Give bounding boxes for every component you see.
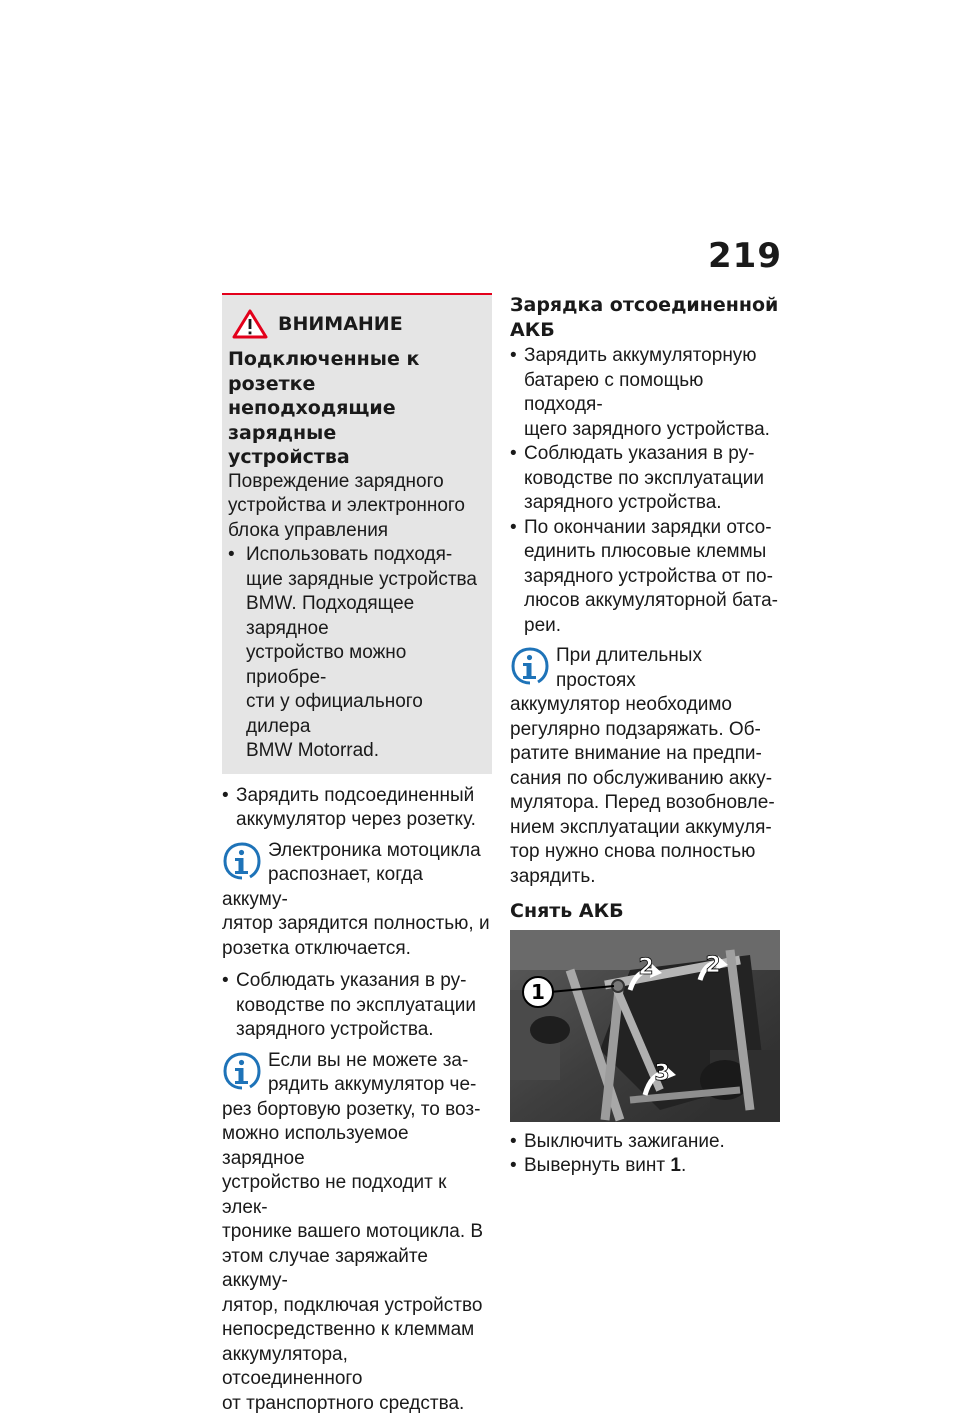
- text-line: Если вы не можете за-: [268, 1049, 469, 1071]
- info-icon: [222, 1051, 262, 1097]
- right-column: [510, 293, 780, 1179]
- warning-heading-line: устройства: [228, 446, 350, 468]
- info-note-1: [222, 839, 492, 962]
- warning-heading-line: Подключенные к розетке: [228, 348, 420, 395]
- text-line: • По окончании зарядки отсо-: [524, 516, 772, 538]
- warning-title: ВНИМАНИЕ: [278, 312, 403, 335]
- text-span: .: [680, 1155, 687, 1176]
- text-line: АКБ: [510, 318, 555, 341]
- warning-header: [228, 309, 484, 339]
- text-line: Зарядка отсоединенной: [510, 294, 779, 316]
- text-line: непосредственно к клеммам: [222, 1319, 475, 1340]
- text-line: зарядного устройства.: [236, 1019, 434, 1040]
- text-line: BMW Motorrad.: [246, 740, 380, 761]
- text-line: этом случае заряжайте аккуму-: [222, 1245, 428, 1291]
- list-item: [510, 344, 780, 442]
- text-line: единить плюсовые клеммы: [524, 541, 767, 562]
- text-line: ководстве по эксплуатации: [236, 994, 476, 1016]
- warning-triangle-icon: [232, 309, 268, 339]
- info-icon: [222, 841, 262, 887]
- warning-description-line: блока управления: [228, 519, 389, 541]
- text-line: щего зарядного устройства.: [524, 418, 770, 440]
- text-line: лятор, подключая устройство: [222, 1294, 483, 1316]
- warning-heading-line: неподходящие зарядные: [228, 397, 396, 444]
- text-line: реи.: [524, 614, 562, 636]
- text-line: рез бортовую розетку, то воз-: [222, 1098, 481, 1120]
- text-line: Электроника мотоцикла: [268, 839, 481, 861]
- text-line: от транспортного средства.: [222, 1392, 465, 1414]
- text-line: аккумулятор необходимо: [510, 694, 732, 715]
- text-line: зарядного устройства.: [524, 492, 722, 513]
- text-line: сти у официального дилера: [246, 691, 423, 737]
- info-note-3: [510, 644, 780, 889]
- text-line: тронике вашего мотоцикла. В: [222, 1221, 484, 1242]
- text-line: • Использовать подходя-: [246, 544, 453, 565]
- page-number: 219: [708, 236, 782, 276]
- list-item: [510, 1154, 780, 1179]
- warning-bullet: [228, 543, 484, 764]
- text-line: аккумулятор через розетку.: [236, 809, 476, 830]
- warning-bullets: [228, 543, 484, 764]
- text-line: щие зарядные устройства: [246, 568, 477, 590]
- left-bullets-1: [222, 784, 492, 833]
- text-line: устройство не подходит к элек-: [222, 1172, 447, 1218]
- text-line: При длительных простоях: [556, 645, 702, 691]
- text-line: рядить аккумулятор че-: [268, 1074, 477, 1095]
- warning-heading: [228, 347, 484, 470]
- info-note-2: [222, 1049, 492, 1417]
- text-span: Вывернуть винт: [524, 1155, 671, 1176]
- left-bullets-2: [222, 969, 492, 1043]
- text-line: нием эксплуатации аккумуля-: [510, 816, 772, 838]
- section-title-charging: [510, 293, 780, 342]
- warning-description-line: устройства и электронного: [228, 495, 465, 516]
- text-line: мулятора. Перед возобновле-: [510, 792, 775, 813]
- photo-label-2a: 2: [638, 954, 654, 980]
- text-line: можно используемое зарядное: [222, 1123, 409, 1169]
- text-line: тор нужно снова полностью: [510, 841, 756, 862]
- item-reference: 1: [670, 1155, 681, 1176]
- text-line: розетка отключается.: [222, 937, 411, 959]
- text-line: BMW. Подходящее зарядное: [246, 593, 415, 639]
- warning-description-line: Повреждение зарядного: [228, 470, 444, 492]
- text-line: люсов аккумуляторной бата-: [524, 590, 778, 611]
- text-line: • Соблюдать указания в ру-: [524, 443, 755, 464]
- right-bullets-2: [510, 1130, 780, 1179]
- list-item: [222, 969, 492, 1043]
- text-line: аккумулятора, отсоединенного: [222, 1343, 363, 1389]
- list-item: [510, 516, 780, 639]
- text-line: сания по обслуживанию акку-: [510, 767, 773, 789]
- photo-label-2b: 2: [705, 952, 721, 978]
- right-bullets-1: [510, 344, 780, 638]
- left-column: [222, 293, 492, 1424]
- photo-label-3: 3: [654, 1060, 670, 1086]
- text-line: распознает, когда аккуму-: [222, 864, 423, 910]
- list-item: [222, 784, 492, 833]
- text-line: зарядного устройства от по-: [524, 565, 773, 587]
- list-item: [510, 1130, 780, 1155]
- battery-removal-photo: [510, 930, 780, 1122]
- warning-description: [228, 470, 484, 544]
- warning-box: [222, 293, 492, 774]
- text-line: • Соблюдать указания в ру-: [236, 970, 467, 991]
- text-line: • Выключить зажигание.: [524, 1130, 725, 1152]
- text-line: ководстве по эксплуатации: [524, 467, 764, 489]
- text-line: устройство можно приобре-: [246, 642, 407, 688]
- text-line: • Зарядить аккумуляторную: [524, 345, 757, 366]
- text-line: батарею с помощью подходя-: [524, 369, 704, 415]
- text-line: ратите внимание на предпи-: [510, 743, 762, 764]
- text-line: регулярно подзаряжать. Об-: [510, 718, 761, 740]
- text-line: лятор зарядится полностью, и: [222, 913, 490, 934]
- info-icon: [510, 646, 550, 692]
- text-line: • Зарядить подсоединенный: [236, 784, 475, 806]
- photo-label-1: 1: [531, 979, 545, 1004]
- text-line: зарядить.: [510, 865, 596, 887]
- section-title-remove-battery: Снять АКБ: [510, 900, 624, 922]
- list-item: [510, 442, 780, 516]
